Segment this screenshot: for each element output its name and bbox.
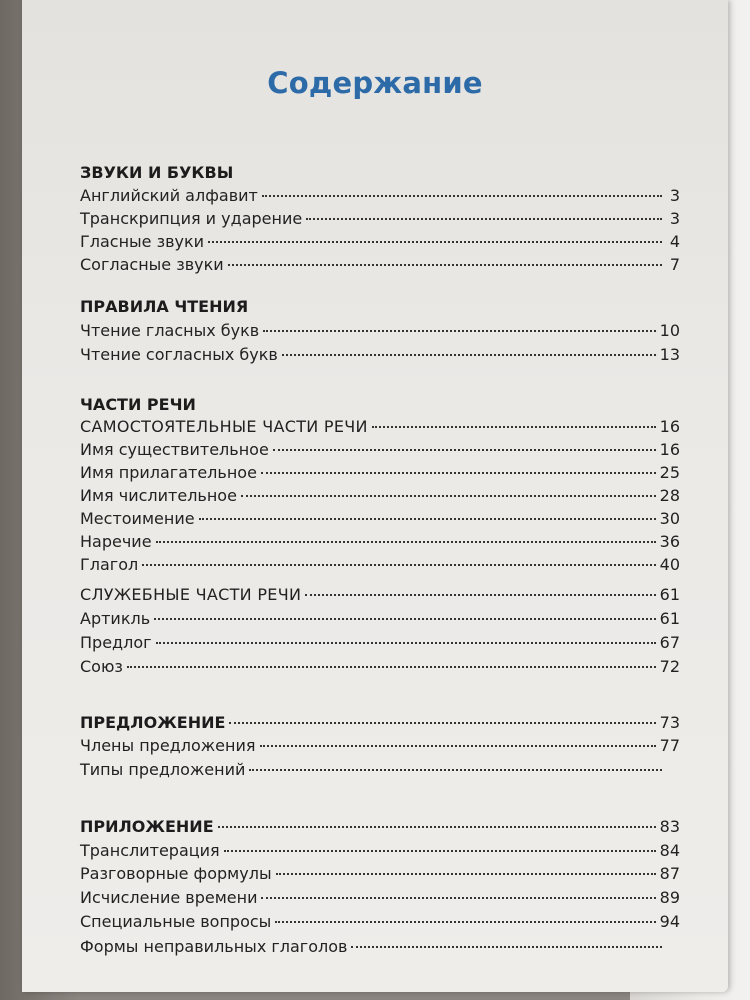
toc-entry[interactable] [80, 937, 680, 961]
toc-entry[interactable] [80, 633, 680, 657]
dot-leader [241, 495, 656, 497]
entry-page-number: 87 [659, 864, 680, 883]
dot-leader [372, 426, 656, 428]
entry-label: Чтение гласных букв [80, 321, 260, 340]
entry-label: СЛУЖЕБНЫЕ ЧАСТИ РЕЧИ [80, 585, 302, 604]
entry-page-number: 73 [659, 713, 680, 732]
entry-page-number: 83 [659, 817, 680, 836]
toc-entry[interactable] [80, 486, 680, 510]
entry-label: Имя существительное [80, 440, 269, 459]
entry-page-number: 84 [659, 841, 680, 860]
entry-label: Члены предложения [80, 736, 256, 755]
entry-label: Разговорные формулы [80, 864, 272, 883]
dot-leader [282, 354, 656, 356]
entry-label: Гласные звуки [80, 232, 205, 251]
entry-label: Транскрипция и ударение [80, 209, 303, 228]
toc-entry[interactable] [80, 209, 680, 233]
entry-label: Наречие [80, 532, 152, 551]
entry-page-number: 16 [659, 440, 680, 459]
toc-entry[interactable] [80, 888, 680, 912]
entry-label: Типы предложений [80, 760, 246, 779]
dot-leader [199, 518, 656, 520]
entry-page-number: 30 [659, 509, 680, 528]
toc-entry[interactable] [80, 912, 680, 936]
dot-leader [351, 946, 662, 948]
entry-label: Английский алфавит [80, 186, 258, 205]
toc-entry[interactable] [80, 841, 680, 865]
toc-entry-section[interactable] [80, 817, 680, 841]
toc-entry[interactable] [80, 321, 680, 345]
toc-entry-subsection[interactable] [80, 417, 680, 441]
dot-leader [156, 642, 656, 644]
toc-entry[interactable] [80, 555, 680, 579]
page-title: Содержание [267, 66, 483, 100]
entry-label: Глагол [80, 555, 139, 574]
toc-entry[interactable] [80, 532, 680, 556]
dot-leader [228, 264, 662, 266]
dot-leader [276, 873, 656, 875]
entry-label: Союз [80, 657, 123, 676]
entry-label: Имя прилагательное [80, 463, 257, 482]
entry-label: Предлог [80, 633, 152, 652]
section-heading-reading-rules: ПРАВИЛА ЧТЕНИЯ [80, 297, 249, 316]
entry-label: Транслитерация [80, 841, 220, 860]
dot-leader [154, 618, 656, 620]
section-heading-sounds: ЗВУКИ И БУКВЫ [80, 163, 234, 182]
dot-leader [127, 666, 656, 668]
dot-leader [261, 897, 655, 899]
dot-leader [306, 218, 662, 220]
entry-page-number: 3 [669, 209, 680, 228]
dot-leader [273, 449, 656, 451]
toc-entry[interactable] [80, 657, 680, 681]
section-heading-appendix: ПРИЛОЖЕНИЕ [80, 817, 214, 836]
dot-leader [262, 195, 662, 197]
entry-page-number: 72 [659, 657, 680, 676]
toc-entry-section[interactable] [80, 713, 680, 737]
dot-leader [275, 921, 655, 923]
entry-label: Имя числительное [80, 486, 237, 505]
toc-entry[interactable] [80, 509, 680, 533]
section-heading-parts-of-speech: ЧАСТИ РЕЧИ [80, 395, 196, 414]
entry-label: Артикль [80, 609, 151, 628]
entry-page-number: 61 [659, 585, 680, 604]
toc-entry[interactable] [80, 760, 680, 784]
entry-page-number: 4 [669, 232, 680, 251]
dot-leader [261, 472, 656, 474]
dot-leader [142, 564, 655, 566]
entry-label: Чтение согласных букв [80, 345, 278, 364]
toc-entry[interactable] [80, 255, 680, 279]
dot-leader [218, 826, 656, 828]
dot-leader [305, 594, 655, 596]
entry-label: САМОСТОЯТЕЛЬНЫЕ ЧАСТИ РЕЧИ [80, 417, 368, 436]
toc-entry-subsection[interactable] [80, 585, 680, 609]
entry-label: Местоимение [80, 509, 195, 528]
entry-page-number: 16 [659, 417, 680, 436]
toc-entry[interactable] [80, 609, 680, 633]
entry-page-number: 89 [659, 888, 680, 907]
entry-page-number: 36 [659, 532, 680, 551]
entry-page-number: 40 [659, 555, 680, 574]
entry-label: Согласные звуки [80, 255, 224, 274]
dot-leader [249, 769, 662, 771]
dot-leader [208, 241, 662, 243]
toc-entry[interactable] [80, 186, 680, 210]
entry-page-number: 7 [669, 255, 680, 274]
book-page [22, 0, 728, 992]
entry-label: Исчисление времени [80, 888, 258, 907]
dot-leader [229, 722, 655, 724]
dot-leader [263, 330, 655, 332]
toc-entry[interactable] [80, 864, 680, 888]
dot-leader [224, 850, 656, 852]
entry-page-number: 13 [659, 345, 680, 364]
entry-page-number: 25 [659, 463, 680, 482]
toc-entry[interactable] [80, 736, 680, 760]
dot-leader [260, 745, 656, 747]
entry-page-number: 3 [669, 186, 680, 205]
entry-page-number: 67 [659, 633, 680, 652]
entry-page-number: 94 [659, 912, 680, 931]
toc-entry[interactable] [80, 232, 680, 256]
toc-entry[interactable] [80, 345, 680, 369]
entry-page-number: 10 [659, 321, 680, 340]
toc-entry[interactable] [80, 440, 680, 464]
entry-label: Специальные вопросы [80, 912, 272, 931]
dot-leader [156, 541, 656, 543]
entry-page-number: 61 [659, 609, 680, 628]
entry-label: Формы неправильных глаголов [80, 937, 348, 956]
section-heading-sentence: ПРЕДЛОЖЕНИЕ [80, 713, 226, 732]
entry-page-number: 28 [659, 486, 680, 505]
toc-entry[interactable] [80, 463, 680, 487]
entry-page-number: 77 [659, 736, 680, 755]
